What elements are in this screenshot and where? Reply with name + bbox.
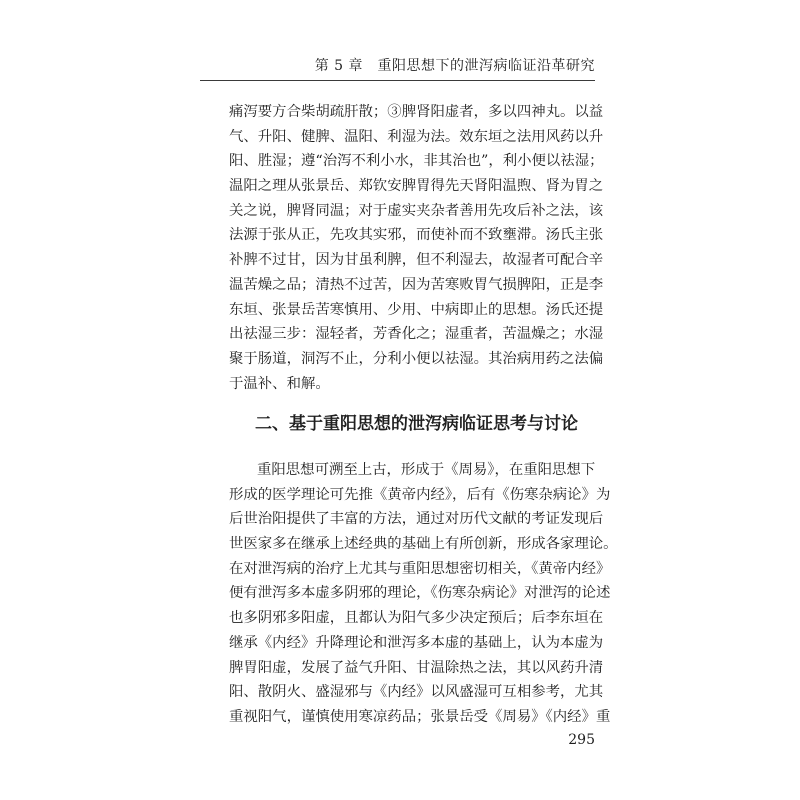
text-line: 气、升阳、健脾、温阳、利湿为法。效东垣之法用风药以升: [229, 128, 604, 145]
text-line: 重阳思想可溯至上古，形成于《周易》，在重阳思想下: [257, 462, 596, 478]
text-line: 阳、散阴火、盛湿邪与《内经》以风盛湿可互相参考，尤其: [229, 684, 604, 701]
text-line: 世医家多在继承上述经典的基础上有所创新，形成各家理论。: [229, 536, 618, 553]
text-line: 后世治阳提供了丰富的方法，通过对历代文献的考证发现后: [229, 511, 604, 528]
text-line: 温苦燥之品；清热不过苦，因为苦寒败胃气损脾阳，正是李: [229, 276, 604, 293]
text-line: 关之说，脾肾同温；对于虚实夹杂者善用先攻后补之法，该: [229, 202, 604, 219]
text-line: 痛泻要方合柴胡疏肝散；③脾肾阳虚者，多以四神丸。以益: [229, 104, 604, 120]
text-line: 阳、胜湿；遵“治泻不利小水，非其治也”，利小便以祛湿；: [229, 153, 604, 170]
text-line: 在对泄泻病的治疗上尤其与重阳思想密切相关，《黄帝内经》: [229, 560, 611, 577]
text-line: 补脾不过甘，因为甘虽利脾，但不利湿去，故湿者可配合辛: [229, 252, 604, 269]
text-line: 形成的医学理论可先推《黄帝内经》，后有《伤寒杂病论》为: [229, 486, 611, 503]
text-line: 于温补、和解。: [229, 375, 330, 392]
text-line: 继承《内经》升降理论和泄泻多本虚的基础上，认为本虚为: [229, 634, 604, 651]
section-heading: 二、基于重阳思想的泄泻病临证思考与讨论: [255, 414, 578, 434]
text-line: 东垣、张景岳苦寒慎用、少用、中病即止的思想。汤氏还提: [229, 301, 604, 318]
text-line: 脾胃阳虚，发展了益气升阳、甘温除热之法，其以风药升清: [229, 659, 604, 676]
text-line: 出祛湿三步：湿轻者，芳香化之；湿重者，苦温燥之；水湿: [229, 326, 604, 343]
paragraph-section-intro: [229, 458, 618, 730]
text-line: 温阳之理从张景岳、郑钦安脾胃得先天肾阳温煦、肾为胃之: [229, 178, 604, 195]
page-number: 295: [568, 732, 595, 748]
text-line: 法源于张从正，先攻其实邪，而使补而不致壅滞。汤氏主张: [229, 227, 604, 244]
running-header: 第 5 章 重阳思想下的泄泻病临证沿革研究: [200, 56, 595, 81]
paragraph-continued: [229, 100, 604, 396]
text-line: 便有泄泻多本虚多阴邪的理论，《伤寒杂病论》对泄泻的论述: [229, 585, 611, 602]
text-line: 聚于肠道，洞泻不止，分利小便以祛湿。其治病用药之法偏: [229, 350, 604, 367]
text-line: 也多阴邪多阳虚，且都认为阳气多少决定预后；后李东垣在: [229, 610, 604, 627]
text-line: 重视阳气，谨慎使用寒凉药品；张景岳受《周易》《内经》重: [229, 708, 611, 725]
